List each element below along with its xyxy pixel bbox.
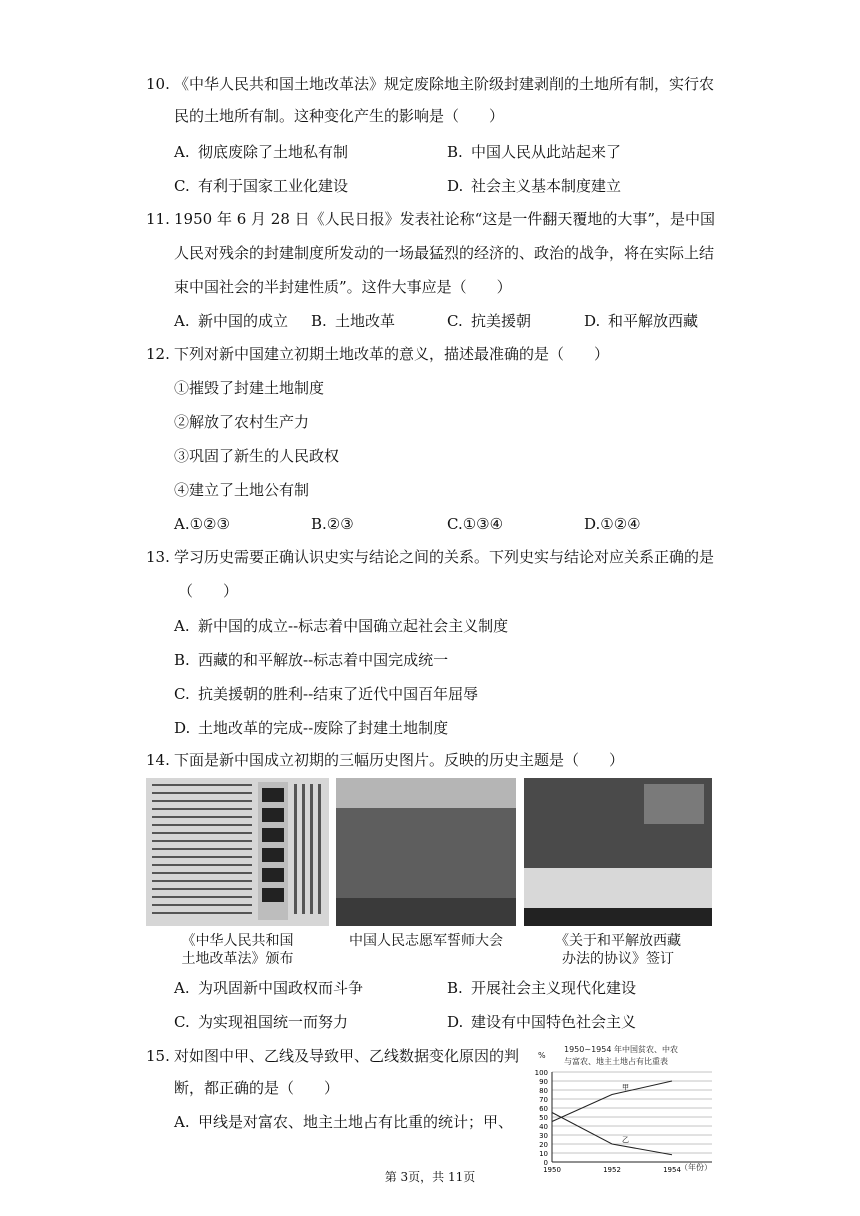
question-text: 学习历史需要正确认识史实与结论之间的关系。下列史实与结论对应关系正确的是 bbox=[174, 548, 715, 566]
chart-ytick-label: 20 bbox=[539, 1141, 548, 1149]
question-number: 12. bbox=[146, 345, 170, 363]
question-number: 10. bbox=[146, 75, 170, 93]
option-b: B. 开展社会主义现代化建设 bbox=[447, 979, 637, 997]
chart-ytick-label: 90 bbox=[539, 1078, 548, 1086]
chart-series-label: 甲 bbox=[622, 1083, 629, 1092]
chart-ytick-label: 50 bbox=[539, 1114, 548, 1122]
option-a: A. 为巩固新中国政权而斗争 bbox=[174, 979, 364, 997]
option-a: A. 新中国的成立--标志着中国确立起社会主义制度 bbox=[174, 617, 509, 635]
question-text: 人民对残余的封建制度所发动的一场最猛烈的经济的、政治的战争，将在实际上结 bbox=[174, 244, 715, 262]
chart-ytick-label: 70 bbox=[539, 1096, 548, 1104]
option-b: B. 土地改革 bbox=[311, 312, 396, 330]
chart-xlabel: （年份） bbox=[680, 1163, 712, 1172]
option-c: C. 抗美援朝 bbox=[447, 312, 532, 330]
statement-item: ③巩固了新生的人民政权 bbox=[174, 447, 340, 465]
land-share-line-chart bbox=[522, 1040, 722, 1180]
photo-caption: 《关于和平解放西藏 办法的协议》签订 bbox=[555, 933, 681, 967]
chart-ytick-label: 80 bbox=[539, 1087, 548, 1095]
chart-xtick-label: 1954 bbox=[663, 1166, 681, 1174]
question-text: 断，都正确的是（ ） bbox=[174, 1079, 340, 1097]
chart-ytick-label: 60 bbox=[539, 1105, 548, 1113]
chart-ytick-label: 0 bbox=[543, 1159, 548, 1167]
question-text: 束中国社会的半封建性质”。这件大事应是（ ） bbox=[174, 278, 512, 296]
statement-item: ①摧毁了封建土地制度 bbox=[174, 379, 325, 397]
chart-series-line bbox=[552, 1113, 672, 1155]
option-a: A. 甲线是对富农、地主土地占有比重的统计；甲、 bbox=[174, 1113, 514, 1131]
chart-xtick-label: 1952 bbox=[603, 1166, 621, 1174]
option-d: D.①②④ bbox=[584, 515, 641, 533]
option-a: A.①②③ bbox=[174, 515, 230, 533]
chart-series-line bbox=[552, 1081, 672, 1122]
option-c: C. 为实现祖国统一而努力 bbox=[174, 1013, 349, 1031]
chart-title: 1950~1954 年中国贫农、中农 bbox=[564, 1045, 678, 1054]
option-d: D. 社会主义基本制度建立 bbox=[447, 177, 622, 195]
option-a: A. 彻底废除了土地私有制 bbox=[174, 143, 349, 161]
question-number: 11. bbox=[146, 210, 170, 228]
question-text: 下列对新中国建立初期土地改革的意义，描述最准确的是（ ） bbox=[174, 345, 610, 363]
option-b: B. 西藏的和平解放--标志着中国完成统一 bbox=[174, 651, 449, 669]
option-b: B.②③ bbox=[311, 515, 354, 533]
question-number: 13. bbox=[146, 548, 170, 566]
chart-xtick-label: 1950 bbox=[543, 1166, 561, 1174]
chart-ytick-label: 30 bbox=[539, 1132, 548, 1140]
question-text: 1950 年 6 月 28 日《人民日报》发表社论称“这是一件翻天覆地的大事”，是中国 bbox=[174, 210, 715, 228]
option-c: C. 有利于国家工业化建设 bbox=[174, 177, 349, 195]
army-rally-photo bbox=[336, 778, 516, 926]
chart-ytick-label: 100 bbox=[534, 1069, 548, 1077]
option-b: B. 中国人民从此站起来了 bbox=[447, 143, 622, 161]
question-text: 下面是新中国成立初期的三幅历史图片。反映的历史主题是（ ） bbox=[174, 751, 625, 769]
question-text: （ ） bbox=[178, 582, 239, 600]
statement-item: ④建立了土地公有制 bbox=[174, 481, 310, 499]
chart-ytick-label: 10 bbox=[539, 1150, 548, 1158]
question-text: 民的土地所有制。这种变化产生的影响是（ ） bbox=[174, 107, 505, 125]
chart-ytick-label: 40 bbox=[539, 1123, 548, 1131]
option-d: D. 和平解放西藏 bbox=[584, 312, 699, 330]
chart-series-label: 乙 bbox=[622, 1136, 629, 1144]
option-c: C.①③④ bbox=[447, 515, 504, 533]
photo-caption: 《中华人民共和国 土地改革法》颁布 bbox=[181, 933, 294, 967]
option-d: D. 土地改革的完成--废除了封建土地制度 bbox=[174, 719, 449, 737]
photo-caption: 中国人民志愿军誓师大会 bbox=[349, 933, 503, 949]
question-number: 14. bbox=[146, 751, 170, 769]
chart-title: 与富农、地主土地占有比重表 bbox=[564, 1057, 668, 1066]
question-number: 15. bbox=[146, 1047, 170, 1065]
option-a: A. 新中国的成立 bbox=[174, 312, 289, 330]
option-d: D. 建设有中国特色社会主义 bbox=[447, 1013, 637, 1031]
signing-photo bbox=[524, 778, 712, 926]
option-c: C. 抗美援朝的胜利--结束了近代中国百年屈辱 bbox=[174, 685, 479, 703]
question-text: 对如图中甲、乙线及导致甲、乙线数据变化原因的判 bbox=[174, 1047, 520, 1065]
question-text: 《中华人民共和国土地改革法》规定废除地主阶级封建剥削的土地所有制，实行农 bbox=[174, 75, 715, 93]
newspaper-photo bbox=[146, 778, 329, 926]
page-footer: 第 3页，共 11页 bbox=[384, 1170, 476, 1184]
statement-item: ②解放了农村生产力 bbox=[174, 413, 310, 431]
chart-ylabel: % bbox=[538, 1051, 546, 1060]
